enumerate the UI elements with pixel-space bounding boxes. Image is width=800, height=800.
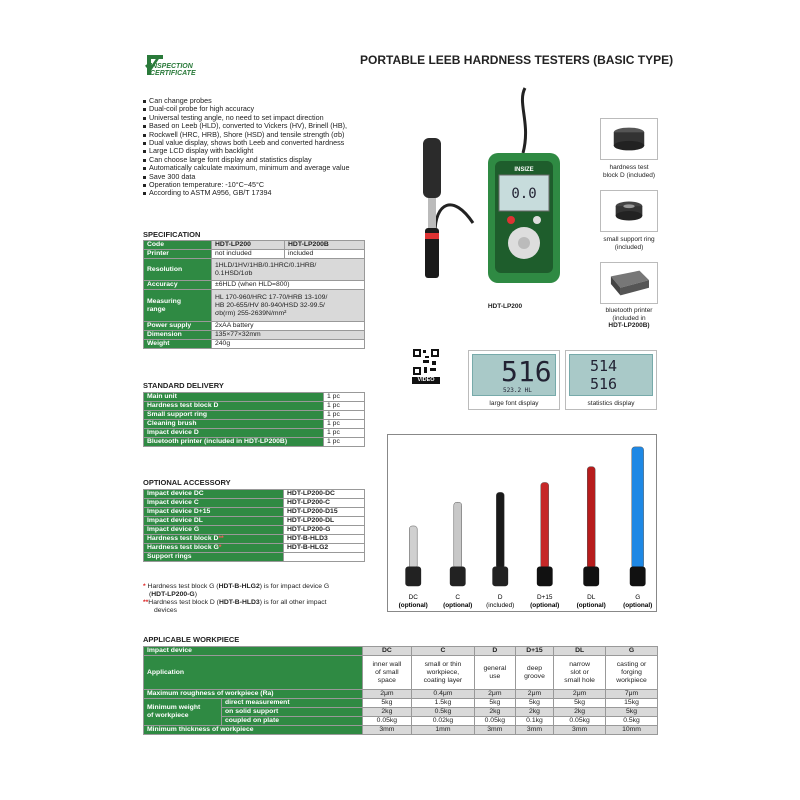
cell: 3mm [474, 726, 515, 735]
cell: 3mm [554, 726, 606, 735]
probe-tag: (included) [486, 602, 515, 610]
hardness-tester-illustration [413, 83, 563, 298]
cell: Printer [144, 250, 212, 259]
large-font-caption: large font display [489, 399, 539, 407]
probe-tag: (optional) [398, 602, 428, 610]
probe-d [486, 492, 514, 609]
lcd-large [472, 354, 556, 396]
workpiece-coupled-row [144, 717, 658, 726]
feature-item: Automatically calculate maximum, minimum and average value [143, 164, 393, 172]
svg-text:INSIZE: INSIZE [514, 167, 534, 173]
cell [144, 490, 284, 499]
workpiece-table [143, 646, 658, 735]
svg-text:0.0: 0.0 [511, 186, 537, 202]
printer-icon [601, 263, 657, 303]
note-block-d: **Hardness test block D (HDT-B-HLD3) is for all other impact [143, 599, 327, 606]
optional-item: Impact device DC [147, 490, 204, 497]
optional-row [144, 490, 365, 499]
printer-caption: bluetooth printer (included in HDT-LP200B) [605, 307, 653, 329]
cell [284, 553, 365, 562]
feature-list [143, 97, 393, 198]
cell: ±6HLD (when HLD=800) [212, 281, 365, 290]
cell: Accuracy [144, 281, 212, 290]
cell: HDT-B-HLD3 [284, 535, 365, 544]
test-block-caption: hardness test block D (included) [602, 164, 656, 179]
delivery-row [144, 393, 365, 402]
feature-item: Universal testing angle, no need to set impact direction [143, 114, 393, 122]
cell: general use [474, 656, 515, 690]
cell: 1 pc [324, 411, 365, 420]
cell: Maximum roughness of workpiece (Ra) [144, 690, 363, 699]
optional-table [143, 489, 365, 562]
cell: 7μm [606, 690, 658, 699]
probe-c [443, 502, 472, 609]
stat-value-2: 516 [590, 375, 618, 393]
workpiece-roughness-row [144, 690, 658, 699]
feature-item: Large LCD display with backlight [143, 147, 393, 155]
cell: 1HLD/1HV/1HB/0.1HRC/0.1HRB/ 0.1HSD/1σb [212, 259, 365, 281]
optional-item: Impact device G [147, 526, 200, 533]
workpiece-support-row [144, 708, 658, 717]
optional-mark: * [218, 544, 222, 551]
probe-name: DC [408, 594, 418, 602]
support-ring-image [600, 190, 658, 232]
cell: 0.02kg [412, 717, 475, 726]
feature-item-cont: Rockwell (HRC, HRB), Shore (HSD) and tensile strength (σb) [143, 131, 393, 139]
cell [144, 535, 284, 544]
cell: 3mm [362, 726, 411, 735]
delivery-table [143, 392, 365, 447]
optional-notes [143, 583, 373, 615]
cell: 0.05kg [474, 717, 515, 726]
lcd-small-value: 523.2 HL [503, 387, 532, 394]
optional-row [144, 499, 365, 508]
workpiece-title: APPLICABLE WORKPIECE [143, 635, 240, 644]
optional-mark: ** [218, 535, 224, 542]
cell [144, 553, 284, 562]
cell: not included [212, 250, 285, 259]
cell: Cleaning brush [144, 420, 324, 429]
page-title: PORTABLE LEEB HARDNESS TESTERS (BASIC TYPE) [360, 53, 674, 67]
cell: Small support ring [144, 411, 324, 420]
cell: Minimum thickness of workpiece [144, 726, 363, 735]
cell: Impact device D [144, 429, 324, 438]
optional-row [144, 526, 365, 535]
cell: Code [144, 241, 212, 250]
cell: 5kg [515, 699, 553, 708]
cell: 2kg [554, 708, 606, 717]
cell: Application [144, 656, 363, 690]
workpiece-direct-row [144, 699, 658, 708]
cell: 1 pc [324, 393, 365, 402]
qr-video-label: VIDEO [417, 377, 435, 383]
cell: deep groove [515, 656, 553, 690]
cell: 1 pc [324, 429, 365, 438]
cell: 2kg [362, 708, 411, 717]
cell: 2kg [474, 708, 515, 717]
cell: 240g [212, 340, 365, 349]
cell [144, 499, 284, 508]
delivery-title: STANDARD DELIVERY [143, 381, 224, 390]
test-block-icon [601, 119, 657, 159]
cell: 0.05kg [362, 717, 411, 726]
optional-item: Support rings [147, 553, 192, 560]
cell: Power supply [144, 322, 212, 331]
cell: HDT-B-HLG2 [284, 544, 365, 553]
feature-item: Can change probes [143, 97, 393, 105]
probe-dplus15 [530, 482, 559, 609]
cell: 2μm [554, 690, 606, 699]
cell: D [474, 647, 515, 656]
note-block-g: * Hardness test block G (HDT-B-HLG2) is for impact device G [143, 583, 330, 590]
cell: 3mm [515, 726, 553, 735]
cell: 0.1kg [515, 717, 553, 726]
cell: 0.5kg [606, 717, 658, 726]
cell: HL 170-960/HRC 17-70/HRB 13-109/ HB 20-655/HV 80-940/HSD 32-99.5/ σb(rm) 255-2639N/mm² [212, 290, 365, 322]
large-font-display-image [468, 350, 560, 410]
optional-row [144, 544, 365, 553]
cell: 135×77×32mm [212, 331, 365, 340]
cell: 5kg [606, 708, 658, 717]
cell [144, 517, 284, 526]
cell: on solid support [222, 708, 363, 717]
workpiece-application-row [144, 656, 658, 690]
cell: coupled on plate [222, 717, 363, 726]
cell: G [606, 647, 658, 656]
note-block-g-cont: (HDT-LP200-G) [149, 591, 197, 598]
cell: 0.5kg [412, 708, 475, 717]
delivery-row [144, 438, 365, 447]
cell: Weight [144, 340, 212, 349]
cell: DL [554, 647, 606, 656]
cell: included [285, 250, 365, 259]
cell: HDT-LP200-G [284, 526, 365, 535]
delivery-row [144, 411, 365, 420]
workpiece-header-row [144, 647, 658, 656]
cell: 2kg [515, 708, 553, 717]
delivery-row [144, 402, 365, 411]
cell: Measuring range [144, 290, 212, 322]
optional-item: Impact device C [147, 499, 199, 506]
statistics-display-image [565, 350, 657, 410]
lcd-big-value: 516 [501, 355, 552, 388]
optional-item: Hardness test block D [147, 535, 219, 542]
optional-item: Impact device DL [147, 517, 203, 524]
cell [144, 508, 284, 517]
cell: 5kg [362, 699, 411, 708]
cell: Main unit [144, 393, 324, 402]
feature-item: Operation temperature: -10°C~45°C [143, 181, 393, 189]
cell [144, 526, 284, 535]
cell: 1mm [412, 726, 475, 735]
feature-item: Based on Leeb (HLD), converted to Vickers (HV), Brinell (HB), [143, 122, 393, 130]
cell: HDT-LP200B [285, 241, 365, 250]
cell: 5kg [474, 699, 515, 708]
stat-value-1: 514 [590, 357, 618, 375]
probe-dc [399, 526, 428, 609]
cell: DC [362, 647, 411, 656]
cell: D+15 [515, 647, 553, 656]
cell: 5kg [554, 699, 606, 708]
feature-item: Save 300 data [143, 173, 393, 181]
cell: 0.05kg [554, 717, 606, 726]
cell: HDT-LP200-D15 [284, 508, 365, 517]
probe-name: D+15 [536, 594, 553, 602]
support-ring-icon [601, 191, 657, 231]
cell: 1 pc [324, 420, 365, 429]
optional-row [144, 553, 365, 562]
cell: Impact device [144, 647, 363, 656]
cell: 10mm [606, 726, 658, 735]
cell: 0.4μm [412, 690, 475, 699]
support-ring-caption: small support ring (included) [603, 236, 655, 251]
optional-title: OPTIONAL ACCESSORY [143, 478, 231, 487]
cell: C [412, 647, 475, 656]
cell: casting or forging workpiece [606, 656, 658, 690]
probe-tag: (optional) [443, 602, 473, 610]
cell: 2μm [474, 690, 515, 699]
cell: Minimum weight of workpiece [144, 699, 222, 726]
feature-item: Dual value display, shows both Leeb and converted hardness [143, 139, 393, 147]
spec-title: SPECIFICATION [143, 230, 201, 239]
feature-item: According to ASTM A956, GB/T 17394 [143, 189, 393, 197]
note-block-d-cont: devices [154, 607, 178, 614]
cell [144, 544, 284, 553]
cell: 2xAA battery [212, 322, 365, 331]
cell: 1 pc [324, 402, 365, 411]
cell: HDT-LP200-DC [284, 490, 365, 499]
probe-g [623, 447, 652, 609]
feature-item: Can choose large font display and statistics display [143, 156, 393, 164]
lcd-stats [569, 354, 653, 396]
cell: inner wall of small space [362, 656, 411, 690]
probe-dl [577, 467, 606, 609]
cell: Hardness test block D [144, 402, 324, 411]
cell: 15kg [606, 699, 658, 708]
probes-illustration [388, 435, 656, 611]
delivery-row [144, 429, 365, 438]
probe-name: D [497, 594, 503, 602]
cell: 1.5kg [412, 699, 475, 708]
optional-item: Impact device D+15 [147, 508, 211, 515]
probe-name: C [455, 594, 461, 602]
optional-item: Hardness test block G [147, 544, 219, 551]
workpiece-thickness-row [144, 726, 658, 735]
cell: Dimension [144, 331, 212, 340]
probe-tag: (optional) [623, 602, 653, 610]
cell: 2μm [362, 690, 411, 699]
cell: HDT-LP200-C [284, 499, 365, 508]
cell: 1 pc [324, 438, 365, 447]
logo-text: INSPECTION CERTIFICATE [150, 63, 196, 77]
optional-row [144, 508, 365, 517]
probe-tag: (optional) [530, 602, 560, 610]
delivery-row [144, 420, 365, 429]
feature-item: Dual-coil probe for high accuracy [143, 105, 393, 113]
optional-row [144, 535, 365, 544]
statistics-caption: statistics display [587, 399, 635, 407]
spec-table [143, 240, 365, 349]
probe-tag: (optional) [576, 602, 606, 610]
cell: Resolution [144, 259, 212, 281]
test-block-image [600, 118, 658, 160]
cell: 2μm [515, 690, 553, 699]
printer-image [600, 262, 658, 304]
optional-row [144, 517, 365, 526]
probe-name: DL [587, 594, 596, 602]
impact-devices-panel [387, 434, 657, 612]
cell: direct measurement [222, 699, 363, 708]
probe-name: G [635, 594, 641, 602]
cell: HDT-LP200 [212, 241, 285, 250]
cell: narrow slot or small hole [554, 656, 606, 690]
cell: Bluetooth printer (included in HDT-LP200B) [144, 438, 324, 447]
cell: small or thin workpiece, coating layer [412, 656, 475, 690]
model-label: HDT-LP200 [487, 303, 523, 310]
cell: HDT-LP200-DL [284, 517, 365, 526]
